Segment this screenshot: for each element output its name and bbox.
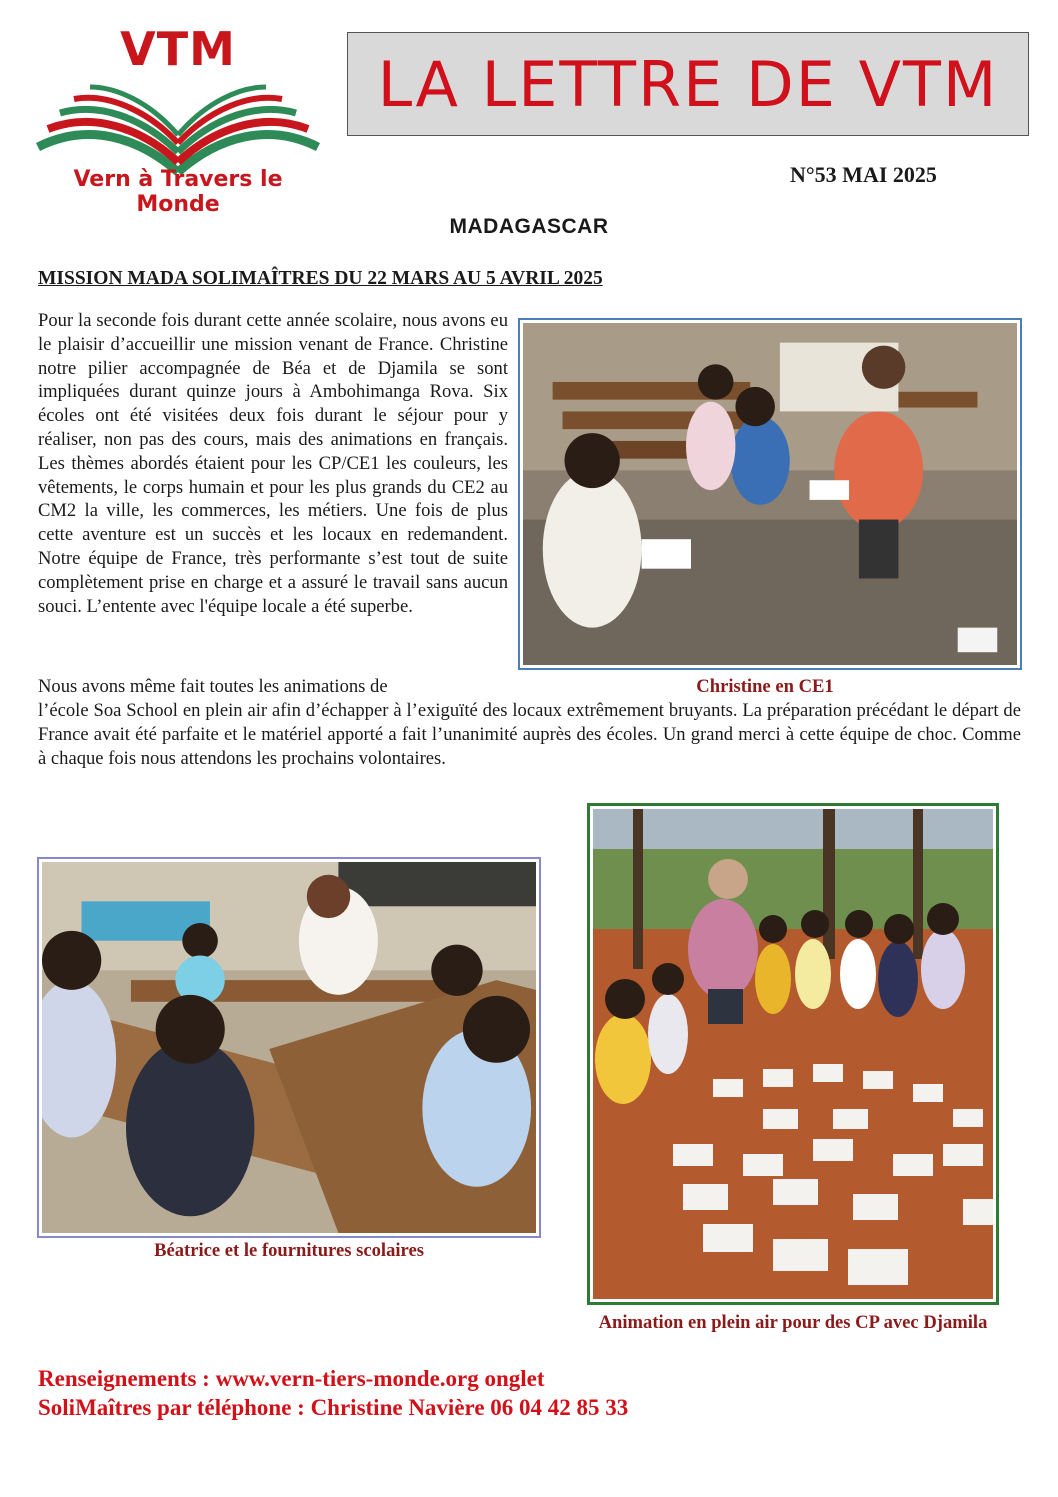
issue-number: N°53 MAI 2025 <box>790 162 937 187</box>
logo-tagline: Vern à Travers le Monde <box>73 167 283 217</box>
article-paragraph-2-start: Nous avons même fait toutes les animations de <box>38 676 388 697</box>
article-headline: MISSION MADA SOLIMAÎTRES DU 22 MARS AU 5 AVRIL 2025 <box>38 268 603 289</box>
photo-animation-plein-air <box>587 803 999 1305</box>
photo-beatrice-fournitures <box>37 857 541 1238</box>
caption-photo-3: Animation en plein air pour des CP avec Djamila <box>598 1312 988 1333</box>
vtm-logo <box>28 22 328 217</box>
classroom-photo-image <box>523 323 1017 665</box>
caption-photo-2: Béatrice et le fournitures scolaires <box>154 1240 424 1261</box>
outdoor-photo-image <box>593 809 993 1299</box>
newsletter-title-box <box>347 32 1029 136</box>
desk-photo-image <box>42 862 536 1233</box>
newsletter-title: LA LETTRE DE VTM <box>377 47 999 121</box>
logo-acronym: VTM <box>120 22 236 76</box>
region-heading <box>0 215 1058 239</box>
caption-photo-1: Christine en CE1 <box>696 676 834 697</box>
region-label: MADAGASCAR <box>449 215 609 238</box>
footer-info-line-1: Renseignements : www.vern-tiers-monde.org onglet <box>38 1366 545 1391</box>
footer-info-line-2: SoliMaîtres par téléphone : Christine Navière 06 04 42 85 33 <box>38 1395 629 1420</box>
article-paragraph-1: Pour la seconde fois durant cette année scolaire, nous avons eu le plaisir d’accueillir une mission venant de France. Christine notre pilier accompagnée de Béa et de Djamila se sont impliquées durant quinze jours à Ambohimanga Rova. Six écoles ont été visitées deux fois durant le séjour pour y réaliser, non pas des cours, mais des animations en français. Les thèmes abordés étaient pour les CP/CE1 les couleurs, les vêtements, le corps humain et pour les plus grands du CE2 au CM2 la ville, les commerces, les métiers. Une fois de plus cette aventure est un succès et les locaux en redemandent. Notre équipe de France, très performante s’est tout de suite complètement prise en charge et a assuré le travail sans aucun souci. L’entente avec l'équipe locale a été superbe. <box>38 310 508 617</box>
article-paragraph-2: l’école Soa School en plein air afin d’échapper à l’exiguïté des locaux extrêmement bruyants. La préparation précédant le départ de France avait été parfaite et le matériel apporté a fait l’unanimité auprès des écoles. Un grand merci à cette équipe de choc. Comme à chaque fois nous attendons les prochains volontaires. <box>38 700 1021 769</box>
photo-christine-ce1 <box>518 318 1022 670</box>
